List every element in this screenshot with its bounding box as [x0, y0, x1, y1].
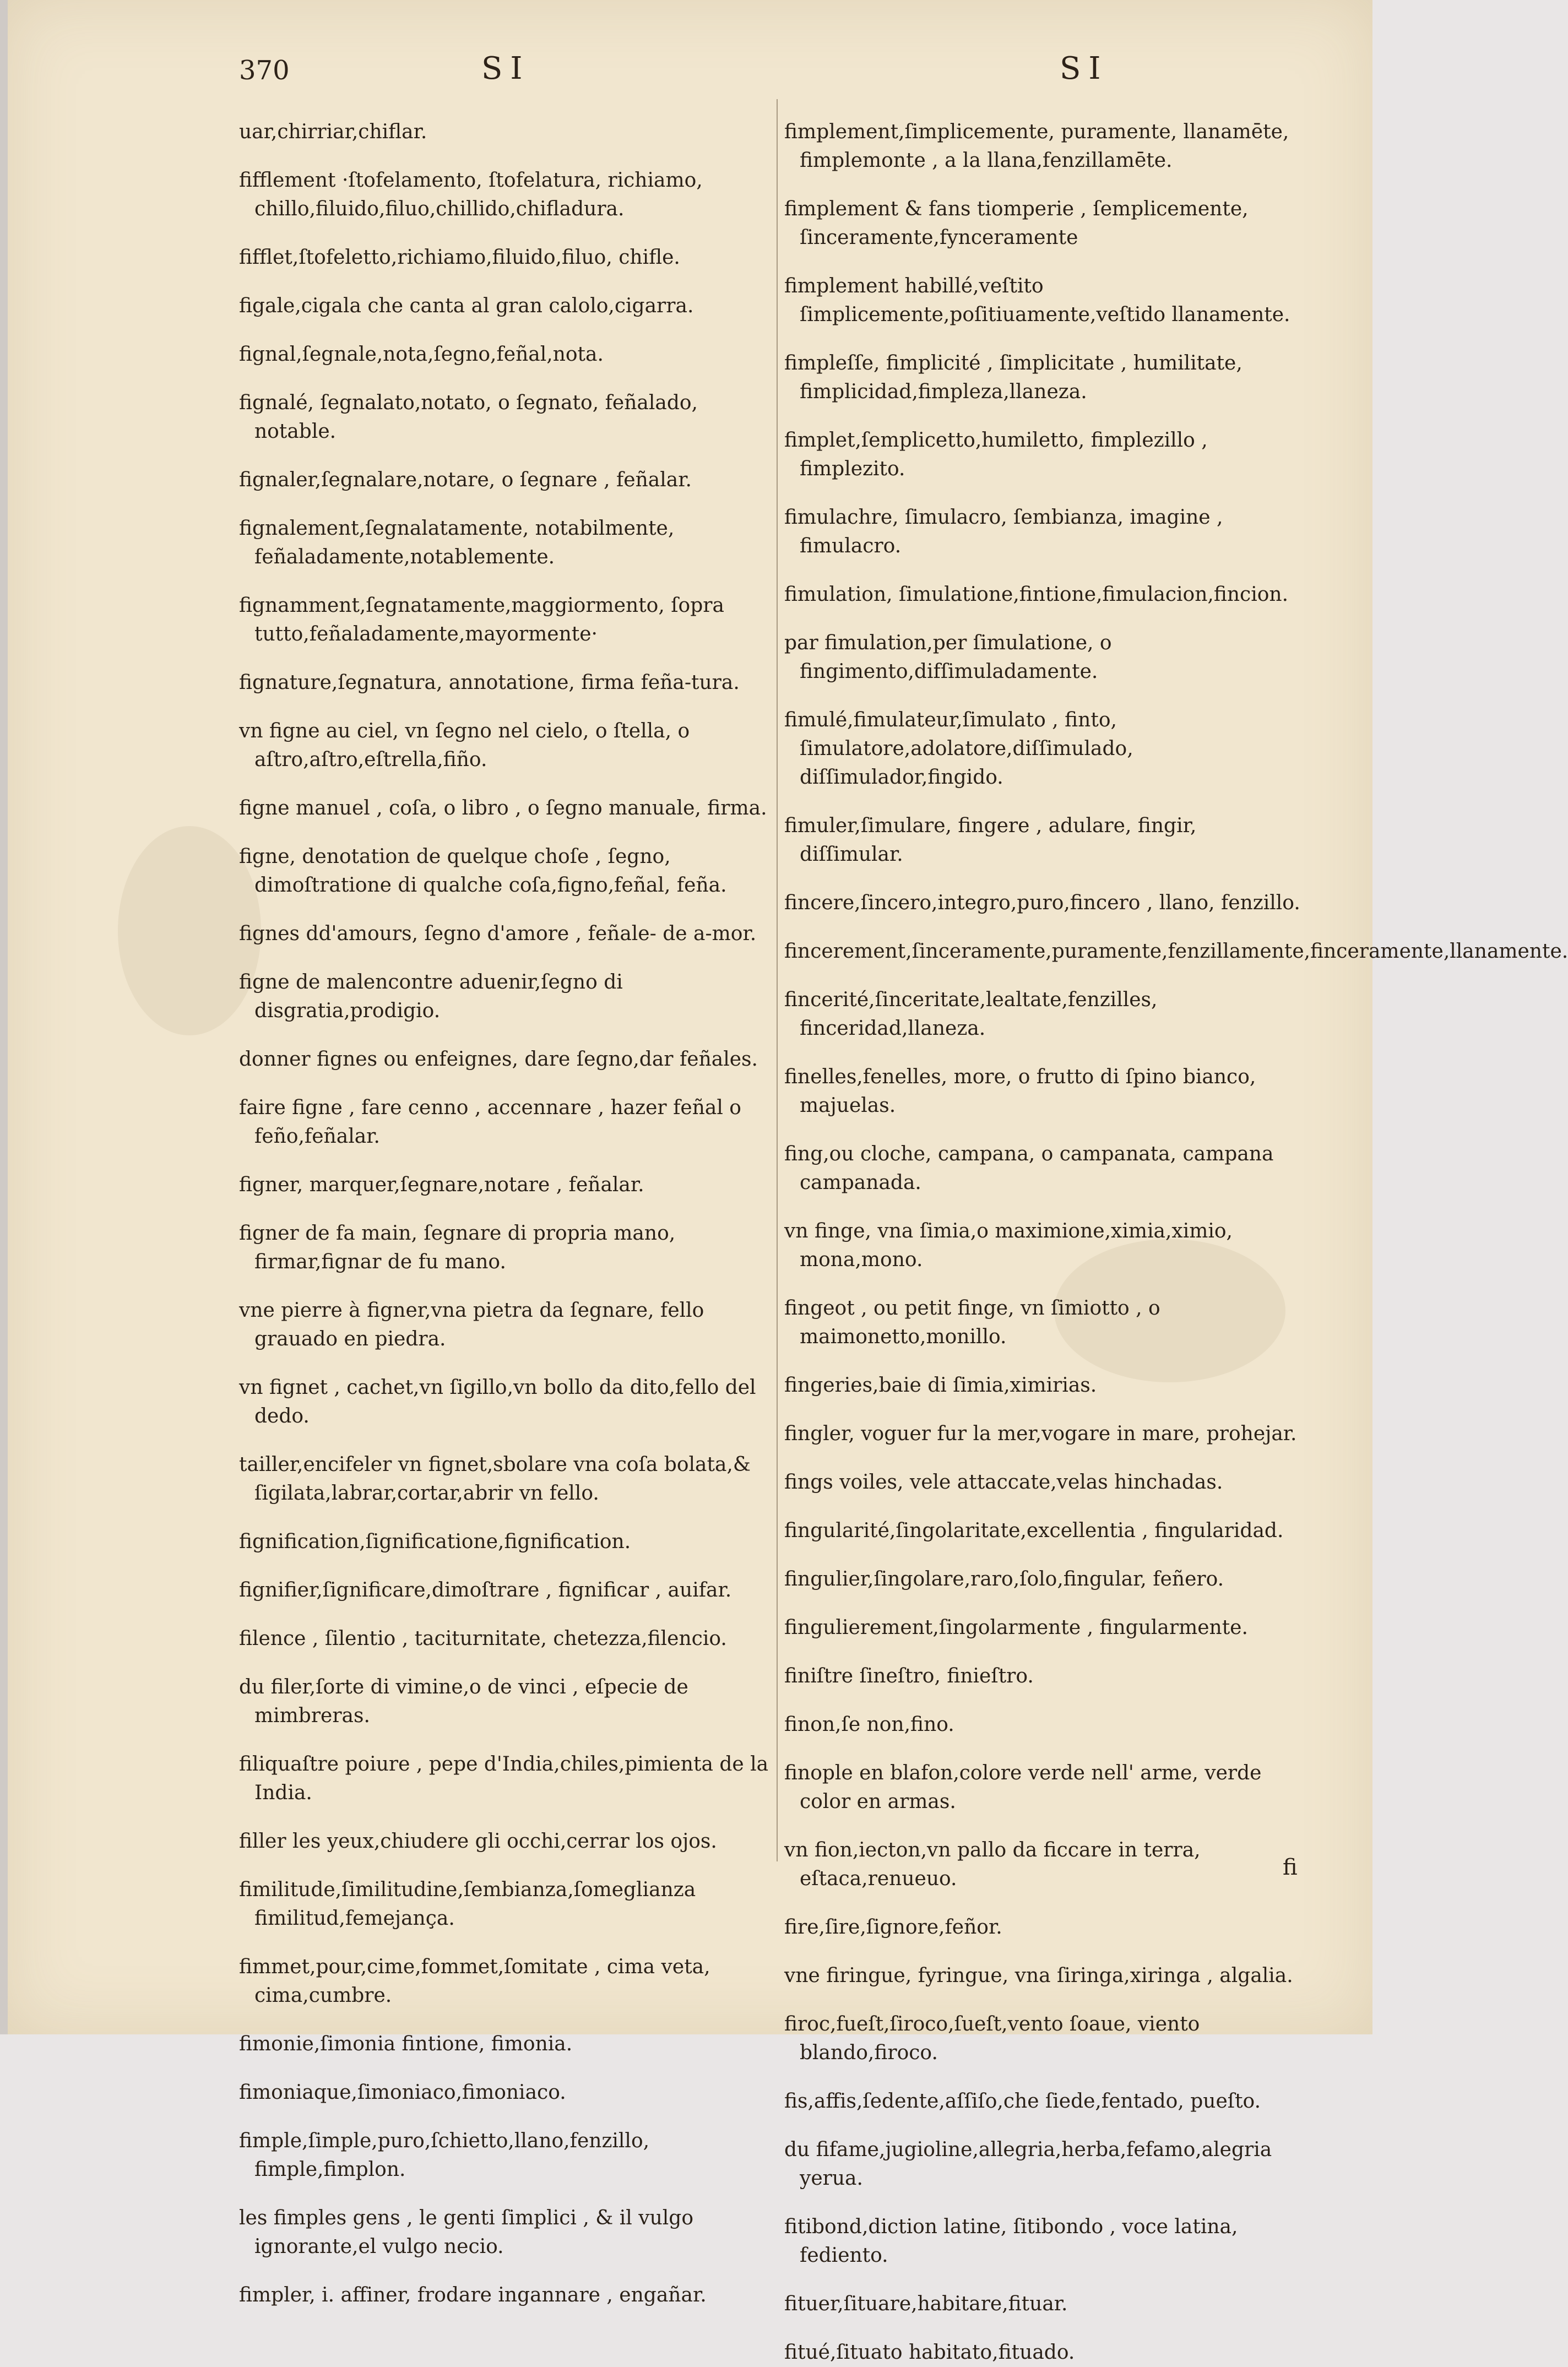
dictionary-entry: fire,ſire,ſignore,feñor. [784, 1916, 1002, 1939]
dictionary-entry: vne pierre à figner,vna pietra da ſegnare, fello grauado en piedra. [239, 1299, 704, 1350]
dictionary-entry: du fifame,jugioline,allegria,herba,fefamo,alegria yerua. [784, 2138, 1272, 2190]
page-header [8, 51, 1372, 89]
dictionary-entry: fis,affis,ſedente,aſſiſo,che ſiede,fentado, pueſto. [784, 2090, 1261, 2113]
dictionary-entry: fingeot , ou petit finge, vn ſimiotto , o maimonetto,monillo. [784, 1297, 1160, 1348]
dictionary-entry: fitué,ſituato habitato,fituado. [784, 2341, 1075, 2364]
dictionary-entry: finelles,fenelles, more, o frutto di ſpino bianco, majuelas. [784, 1066, 1256, 1117]
dictionary-entry: faire figne , fare cenno , accennare , hazer feñal o feño,feñalar. [239, 1096, 741, 1148]
dictionary-entry: fimilitude,ſimilitudine,ſembianza,ſomeglianza fimilitud,femejança. [239, 1879, 696, 1930]
dictionary-entry: finiſtre ſineſtro, finieſtro. [784, 1665, 1034, 1687]
dictionary-entry: fignamment,ſegnatamente,maggiormento, ſopra tutto,feñaladamente,mayormente· [239, 594, 724, 645]
dictionary-entry: fignaler,ſegnalare,notare, o ſegnare , feñalar. [239, 469, 692, 491]
dictionary-entry: figale,cigala che canta al gran calolo,cigarra. [239, 295, 694, 317]
dictionary-entry: fingler, voguer fur la mer,vogare in mare, prohejar. [784, 1423, 1297, 1445]
dictionary-entry: fingularité,ſingolaritate,excellentia , fingularidad. [784, 1519, 1284, 1542]
catchword: fi [1283, 1855, 1298, 1880]
dictionary-entry: du filer,ſorte di vimine,o de vinci , eſpecie de mimbreras. [239, 1676, 688, 1727]
dictionary-entry: fimulé,fimulateur,ſimulato , finto, ſimulatore,adolatore,diſſimulado, diſſimulador,fingido. [784, 709, 1133, 789]
dictionary-entry: fimulation, ſimulatione,fintione,fimulacion,fincion. [784, 583, 1289, 606]
dictionary-entry: tailler,encifeler vn fignet,sbolare vna coſa bolata,& ſigilata,labrar,cortar,abrir vn fello. [239, 1453, 751, 1505]
dictionary-entry: les fimples gens , le genti ſimplici , & il vulgo ignorante,el vulgo necio. [239, 2207, 693, 2258]
dictionary-entry: figner, marquer,ſegnare,notare , feñalar. [239, 1174, 644, 1196]
dictionary-entry: fimonie,ſimonia fintione, fimonia. [239, 2033, 573, 2055]
dictionary-entry: fimpler, i. affiner, frodare ingannare , engañar. [239, 2284, 707, 2306]
dictionary-entry: fignalement,ſegnalatamente, notabilmente, feñaladamente,notablemente. [239, 517, 675, 568]
dictionary-entry: fignification,ſignificatione,fignification. [239, 1530, 631, 1553]
dictionary-entry: fimplement,ſimplicemente, puramente, llanamēte, fimplemonte , a la llana,fenzillamēte. [784, 121, 1289, 172]
dictionary-entry: fincerement,ſinceramente,puramente,fenzillamente,finceramente,llanamente. [784, 940, 1568, 963]
dictionary-entry: figne manuel , coſa, o libro , o ſegno manuale, firma. [239, 797, 767, 819]
dictionary-entry: fincere,ſincero,integro,puro,fincero , llano, fenzillo. [784, 892, 1300, 914]
dictionary-entry: fignature,ſegnatura, annotatione, firma feña-tura. [239, 671, 740, 694]
dictionary-entry: vn fion,iecton,vn pallo da ficcare in terra, eſtaca,renueuo. [784, 1839, 1201, 1890]
dictionary-entry: fitibond,diction latine, ſitibondo , voce latina, fediento. [784, 2216, 1238, 2267]
dictionary-entry: firoc,fueſt,ſiroco,ſueſt,vento ſoaue, viento blando,firoco. [784, 2013, 1200, 2064]
dictionary-entry: fimoniaque,ſimoniaco,fimoniaco. [239, 2081, 566, 2104]
right-column [784, 98, 1568, 2367]
dictionary-entry: fimuler,ſimulare, fingere , adulare, fingir, diſſimular. [784, 815, 1197, 866]
dictionary-entry: donner fignes ou enfeignes, dare ſegno,dar feñales. [239, 1048, 758, 1071]
book-page [8, 0, 1568, 2364]
dictionary-entry: figne de malencontre aduenir,ſegno di disgratia,prodigio. [239, 971, 623, 1022]
left-column [239, 98, 779, 2310]
dictionary-entry: fignifier,ſignificare,dimoſtrare , fignificar , auifar. [239, 1579, 732, 1601]
dictionary-entry: uar,chirriar,chiflar. [239, 121, 427, 143]
dictionary-entry: fituer,ſituare,habitare,fituar. [784, 2293, 1068, 2315]
dictionary-entry: fimplement & fans tiomperie , ſemplicemente, ſinceramente,fynceramente [784, 198, 1249, 249]
dictionary-entry: fifflet,ſtofeletto,richiamo,filuido,filuo, chifle. [239, 246, 680, 269]
dictionary-entry: fingeries,baie di ſimia,ximirias. [784, 1374, 1097, 1397]
dictionary-entry: filler les yeux,chiudere gli occhi,cerrar los ojos. [239, 1830, 717, 1853]
dictionary-entry: figner de fa main, ſegnare di propria mano, firmar,fignar de fu mano. [239, 1222, 676, 1273]
dictionary-entry: vn finge, vna ſimia,o maximione,ximia,ximio, mona,mono. [784, 1220, 1233, 1271]
dictionary-entry: finon,ſe non,fino. [784, 1713, 954, 1736]
dictionary-entry: fingulier,ſingolare,raro,ſolo,fingular, feñero. [784, 1568, 1224, 1590]
dictionary-entry: fimple,ſimple,puro,ſchietto,llano,fenzillo, fimple,fimplon. [239, 2130, 650, 2181]
dictionary-entry: fimplet,ſemplicetto,humiletto, fimplezillo , fimplezito. [784, 429, 1208, 480]
dictionary-entry: vn figne au ciel, vn ſegno nel cielo, o ſtella, o aſtro,aſtro,eſtrella,fiño. [239, 720, 690, 771]
dictionary-entry: filiquaſtre poiure , pepe d'India,chiles,pimienta de la India. [239, 1753, 769, 1804]
dictionary-entry: par fimulation,per ſimulatione, o fingimento,difſimuladamente. [784, 632, 1112, 683]
dictionary-entry: filence , ſilentio , taciturnitate, chetezza,filencio. [239, 1627, 727, 1650]
page-number: 370 [239, 55, 290, 86]
dictionary-entry: fimulachre, ſimulacro, ſembianza, imagine , fimulacro. [784, 506, 1223, 557]
dictionary-entry: vn fignet , cachet,vn ſigillo,vn bollo da dito,fello del dedo. [239, 1376, 756, 1427]
dictionary-entry: figne, denotation de quelque choſe , ſegno, dimoſtratione di qualche coſa,figno,feñal, feña. [239, 845, 727, 897]
page-gutter [0, 0, 8, 2034]
dictionary-entry: fimplement habillé,veſtito ſimplicemente,poſitiuamente,veſtido llanamente. [784, 275, 1290, 326]
dictionary-entry: fignal,ſegnale,nota,ſegno,feñal,nota. [239, 343, 604, 366]
dictionary-entry: fingulierement,ſingolarmente , fingularmente. [784, 1616, 1248, 1639]
dictionary-entry: fings voiles, vele attaccate,velas hinchadas. [784, 1471, 1223, 1494]
dictionary-entry: finople en blafon,colore verde nell' arme, verde color en armas. [784, 1762, 1262, 1813]
dictionary-entry: fimpleſſe, fimplicité , ſimplicitate , humilitate, fimplicidad,fimpleza,llaneza. [784, 352, 1243, 403]
dictionary-entry: vne firingue, fyringue, vna ſiringa,xiringa , algalia. [784, 1964, 1293, 1987]
running-head-left: SI [481, 51, 530, 86]
dictionary-entry: fifflement ·ſtofelamento, ſtofelatura, richiamo, chillo,filuido,filuo,chillido,chifladura. [239, 169, 703, 220]
dictionary-entry: fignes dd'amours, ſegno d'amore , feñale- de a-mor. [239, 922, 757, 945]
dictionary-entry: fimmet,pour,cime,fommet,ſomitate , cima veta, cima,cumbre. [239, 1956, 710, 2007]
dictionary-entry: fignalé, ſegnalato,notato, o ſegnato, feñalado, notable. [239, 392, 698, 443]
dictionary-entry: fing,ou cloche, campana, o campanata, campana campanada. [784, 1143, 1274, 1194]
dictionary-entry: fincerité,ſinceritate,lealtate,fenzilles, finceridad,llaneza. [784, 989, 1158, 1040]
running-head-right: SI [1060, 51, 1109, 86]
